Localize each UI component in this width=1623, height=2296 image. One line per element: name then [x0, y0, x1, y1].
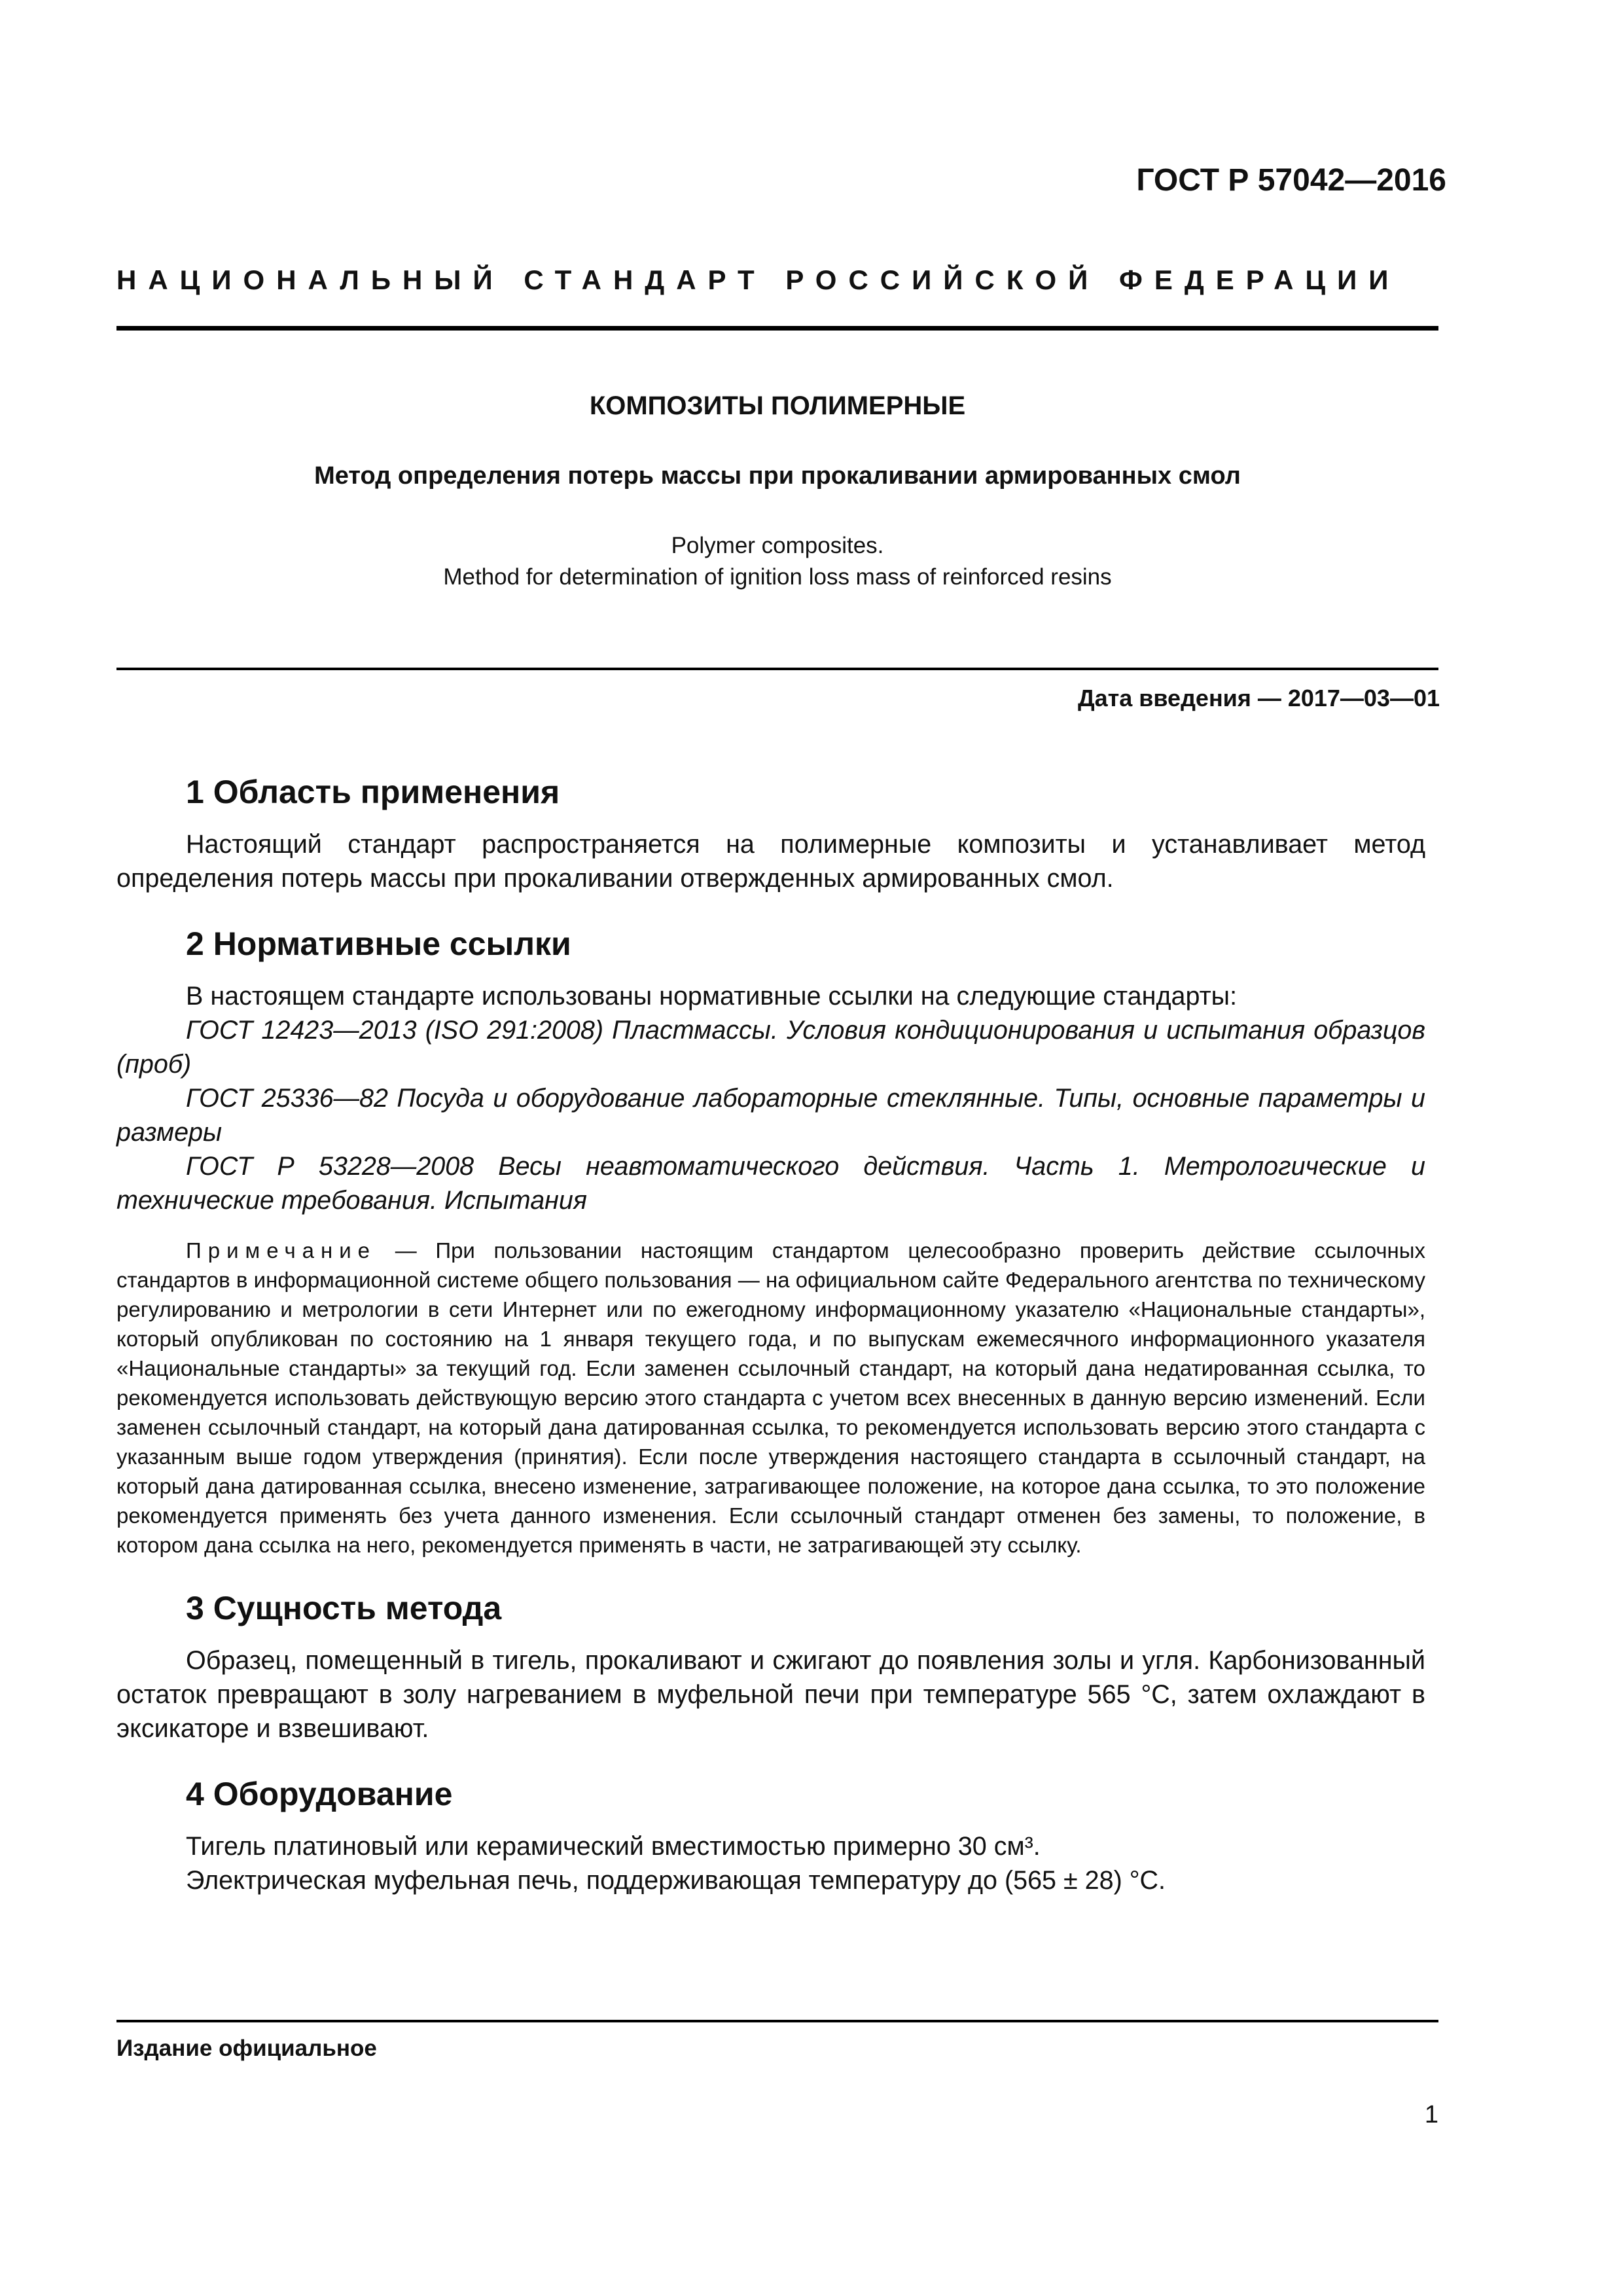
header-rule [116, 326, 1438, 331]
page-number: 1 [1424, 2101, 1438, 2128]
paragraph: Настоящий стандарт распространяется на полимерные композиты и устанавливает метод определения потерь массы при прокаливании отвержденных армированных смол. [116, 830, 1425, 893]
section-method-principle [116, 1587, 1425, 1746]
section-heading: 3 Сущность метода [186, 1590, 502, 1626]
section-heading: 4 Оборудование [186, 1776, 453, 1812]
document-body [116, 771, 1425, 1925]
reference-item: ГОСТ 25336—82 Посуда и оборудование лабораторные стеклянные. Типы, основные параметры и размеры [116, 1084, 1425, 1147]
section-normative-references [116, 923, 1425, 1560]
publication-status: Издание официальное [116, 2036, 377, 2061]
paragraph: Образец, помещенный в тигель, прокаливают и сжигают до появления золы и угля. Карбонизованный остаток превращают в золу нагреванием в муфельной печи при температуре 565 °С, затем охлаждают в эксикаторе и взвешивают. [116, 1646, 1425, 1743]
section-scope [116, 771, 1425, 895]
introduction-date: Дата введения — 2017—03—01 [1077, 685, 1440, 711]
english-title-line-2: Method for determination of ignition loss mass of reinforced resins [443, 564, 1112, 590]
english-title [0, 530, 1555, 593]
reference-item: ГОСТ 12423—2013 (ISO 291:2008) Пластмассы. Условия кондиционирования и испытания образцов (проб) [116, 1016, 1425, 1079]
note-label: Примечание [186, 1238, 377, 1263]
paragraph: Тигель платиновый или керамический вместимостью примерно 30 см³. [186, 1832, 1041, 1861]
title-divider [116, 668, 1438, 670]
section-heading: 1 Область применения [186, 774, 560, 810]
english-title-line-1: Polymer composites. [671, 533, 884, 558]
note-paragraph [116, 1236, 1425, 1560]
document-subtitle: Метод определения потерь массы при прокаливании армированных смол [314, 462, 1241, 490]
section-equipment [116, 1773, 1425, 1897]
standard-series-title: НАЦИОНАЛЬНЫЙ СТАНДАРТ РОССИЙСКОЙ ФЕДЕРАЦИИ [116, 264, 1400, 295]
note-text: — При пользовании настоящим стандартом целесообразно проверить действие ссылочных стандартов в информационной системе общего пользования — на официальном сайте Федерального агентства по техническому регулированию и метрологии в сети Интернет или по ежегодному информационному указателю «Национальные стандарты», который опубликован по состоянию на 1 января текущего года, и по выпускам ежемесячного информационного указателя «Национальные стандарты» за текущий год. Если заменен ссылочный стандарт, на который дана недатированная ссылка, то рекомендуется использовать действующую версию этого стандарта с учетом всех внесенных в данную версию изменений. Если заменен ссылочный стандарт, на который дана датированная ссылка, то рекомендуется использовать версию этого стандарта с указанным выше годом утверждения (принятия). Если после утверждения настоящего стандарта в ссылочный стандарт, на который дана датированная ссылка, внесено изменение, затрагивающее положение, на которое дана ссылка, то это положение рекомендуется применять без учета данного изменения. Если ссылочный стандарт отменен без замены, то положение, в котором дана ссылка на него, рекомендуется применять в части, не затрагивающей эту ссылку. [116, 1238, 1426, 1557]
reference-item: ГОСТ Р 53228—2008 Весы неавтоматического действия. Часть 1. Метрологические и технические требования. Испытания [116, 1152, 1425, 1215]
paragraph: В настоящем стандарте использованы нормативные ссылки на следующие стандарты: [186, 982, 1238, 1011]
paragraph: Электрическая муфельная печь, поддерживающая температуру до (565 ± 28) °С. [186, 1866, 1166, 1895]
footer-rule [116, 2020, 1438, 2022]
document-code: ГОСТ Р 57042—2016 [1136, 163, 1446, 198]
document-title: КОМПОЗИТЫ ПОЛИМЕРНЫЕ [589, 391, 966, 420]
note-block [116, 1236, 1425, 1560]
section-heading: 2 Нормативные ссылки [186, 925, 571, 962]
